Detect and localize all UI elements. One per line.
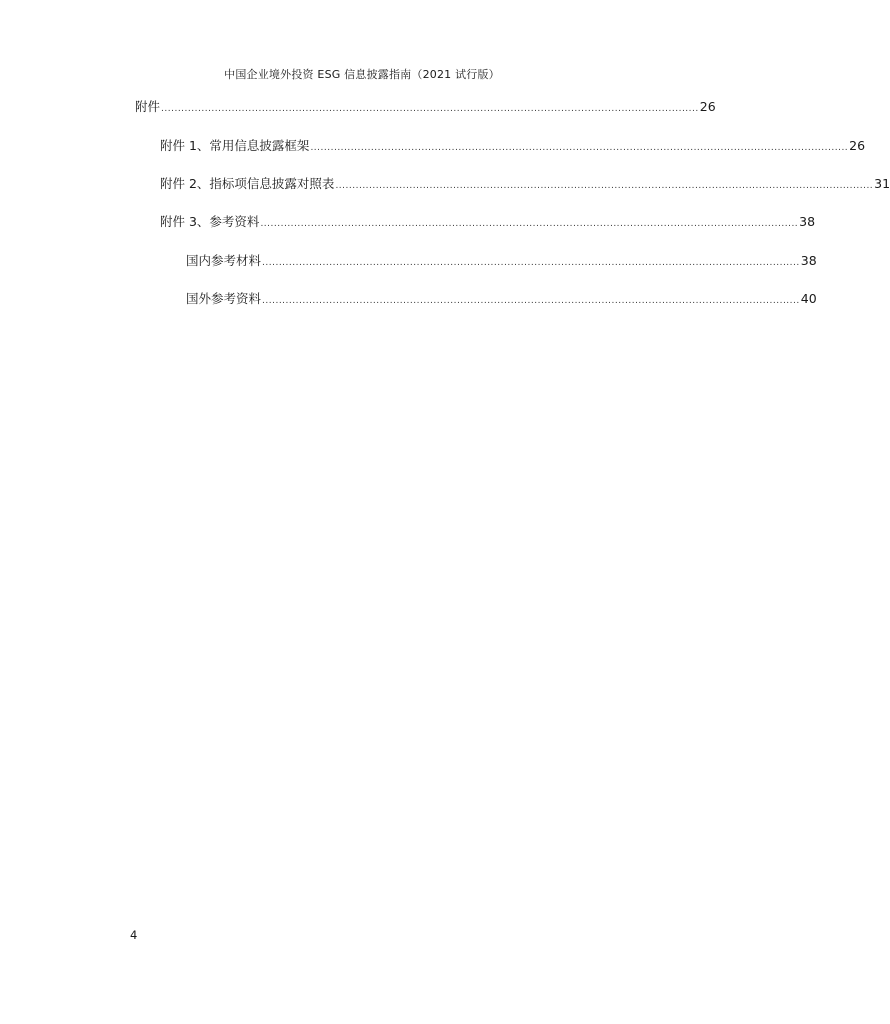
toc-entry-appendix-3[interactable] — [160, 214, 816, 230]
toc-entry-page: 26 — [849, 138, 866, 153]
toc-entry-foreign-references[interactable] — [186, 291, 817, 307]
toc-entry-appendix-2[interactable] — [160, 176, 890, 192]
toc-entry-label: 国内参考材料 — [186, 253, 262, 268]
toc-dot-leader: ................................................................................................................................................................ — [262, 296, 800, 306]
toc-entry-appendix-1[interactable] — [160, 138, 866, 154]
toc-entry-domestic-references[interactable] — [186, 253, 817, 269]
toc-entry-appendix[interactable] — [135, 99, 716, 115]
page-header-title: 中国企业境外投资 ESG 信息披露指南（2021 试行版） — [224, 68, 500, 81]
toc-entry-label: 国外参考资料 — [186, 291, 262, 306]
toc-entry-page: 40 — [800, 291, 817, 306]
toc-entry-page: 38 — [800, 253, 817, 268]
page-number: 4 — [130, 928, 138, 942]
toc-entry-label: 附件 — [135, 99, 161, 114]
toc-entry-label: 附件 2、指标项信息披露对照表 — [160, 176, 335, 191]
toc-entry-label: 附件 1、常用信息披露框架 — [160, 138, 310, 153]
toc-dot-leader: ................................................................................................................................................................ — [262, 258, 800, 268]
toc-dot-leader: ................................................................................................................................................................ — [161, 104, 699, 114]
toc-entry-label: 附件 3、参考资料 — [160, 214, 260, 229]
toc-dot-leader: ................................................................................................................................................................ — [260, 219, 799, 229]
toc-entry-page: 38 — [799, 214, 816, 229]
toc-dot-leader: ................................................................................................................................................................ — [310, 143, 849, 153]
toc-entry-page: 31 — [874, 176, 890, 191]
toc-entry-page: 26 — [699, 99, 716, 114]
toc-dot-leader: ................................................................................................................................................................ — [335, 181, 874, 191]
